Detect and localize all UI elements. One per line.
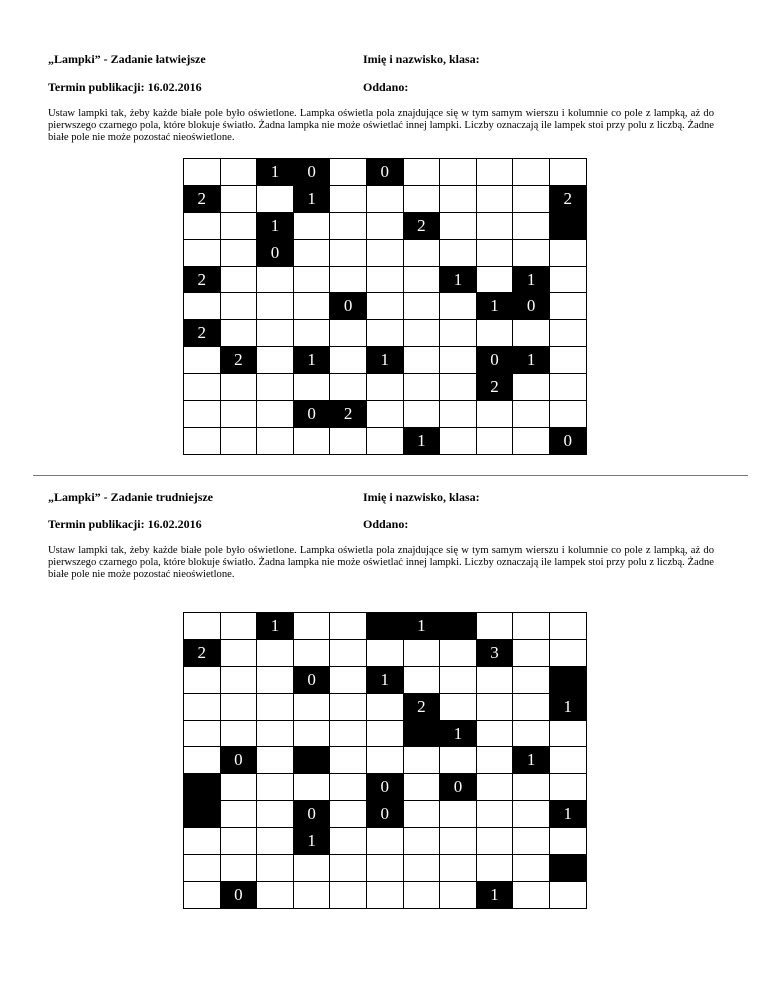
white-cell[interactable] — [367, 213, 404, 240]
white-cell[interactable] — [513, 774, 550, 801]
white-cell[interactable] — [221, 293, 258, 320]
white-cell[interactable] — [477, 747, 514, 774]
white-cell[interactable] — [367, 428, 404, 455]
white-cell[interactable] — [477, 401, 514, 428]
white-cell[interactable] — [367, 401, 404, 428]
white-cell[interactable] — [404, 320, 441, 347]
white-cell[interactable] — [513, 721, 550, 748]
white-cell[interactable] — [294, 240, 331, 267]
publication-date-label: Termin publikacji: 16.02.2016 — [48, 80, 202, 94]
white-cell[interactable] — [221, 694, 258, 721]
white-cell[interactable] — [404, 747, 441, 774]
white-cell[interactable] — [367, 293, 404, 320]
numbered-black-cell[interactable]: 1 — [550, 801, 587, 828]
white-cell[interactable] — [330, 240, 367, 267]
white-cell[interactable] — [184, 882, 221, 909]
white-cell[interactable] — [477, 320, 514, 347]
white-cell[interactable] — [184, 747, 221, 774]
white-cell[interactable] — [294, 320, 331, 347]
white-cell[interactable] — [221, 828, 258, 855]
white-cell[interactable] — [550, 774, 587, 801]
white-cell[interactable] — [330, 882, 367, 909]
white-cell[interactable] — [404, 882, 441, 909]
numbered-black-cell[interactable]: 1 — [477, 293, 514, 320]
white-cell[interactable] — [257, 747, 294, 774]
white-cell[interactable] — [550, 159, 587, 186]
numbered-black-cell[interactable]: 2 — [404, 694, 441, 721]
white-cell[interactable] — [330, 159, 367, 186]
white-cell[interactable] — [221, 801, 258, 828]
white-cell[interactable] — [330, 428, 367, 455]
white-cell[interactable] — [550, 240, 587, 267]
numbered-black-cell[interactable]: 0 — [294, 159, 331, 186]
white-cell[interactable] — [404, 347, 441, 374]
white-cell[interactable] — [404, 293, 441, 320]
numbered-black-cell[interactable]: 2 — [184, 320, 221, 347]
numbered-black-cell[interactable]: 2 — [184, 267, 221, 294]
white-cell[interactable] — [440, 374, 477, 401]
numbered-black-cell[interactable]: 0 — [513, 293, 550, 320]
white-cell[interactable] — [330, 640, 367, 667]
white-cell[interactable] — [330, 828, 367, 855]
white-cell[interactable] — [221, 240, 258, 267]
white-cell[interactable] — [440, 240, 477, 267]
numbered-black-cell[interactable]: 1 — [257, 213, 294, 240]
numbered-black-cell[interactable]: 0 — [294, 667, 331, 694]
white-cell[interactable] — [550, 882, 587, 909]
black-cell[interactable] — [550, 213, 587, 240]
black-cell[interactable] — [184, 774, 221, 801]
white-cell[interactable] — [330, 347, 367, 374]
white-cell[interactable] — [440, 186, 477, 213]
white-cell[interactable] — [404, 186, 441, 213]
numbered-black-cell[interactable]: 0 — [294, 801, 331, 828]
white-cell[interactable] — [404, 240, 441, 267]
white-cell[interactable] — [257, 721, 294, 748]
white-cell[interactable] — [367, 186, 404, 213]
white-cell[interactable] — [440, 640, 477, 667]
black-cell[interactable] — [404, 721, 441, 748]
white-cell[interactable] — [184, 828, 221, 855]
numbered-black-cell[interactable]: 1 — [294, 186, 331, 213]
white-cell[interactable] — [404, 667, 441, 694]
numbered-black-cell[interactable]: 2 — [404, 213, 441, 240]
white-cell[interactable] — [221, 428, 258, 455]
white-cell[interactable] — [257, 428, 294, 455]
white-cell[interactable] — [184, 293, 221, 320]
white-cell[interactable] — [367, 721, 404, 748]
white-cell[interactable] — [257, 347, 294, 374]
white-cell[interactable] — [513, 882, 550, 909]
puzzle-title: „Lampki” - Zadanie trudniejsze — [48, 490, 214, 504]
white-cell[interactable] — [294, 374, 331, 401]
numbered-black-cell[interactable]: 1 — [477, 882, 514, 909]
submitted-label: Oddano: — [363, 517, 409, 531]
white-cell[interactable] — [440, 347, 477, 374]
white-cell[interactable] — [513, 401, 550, 428]
white-cell[interactable] — [257, 694, 294, 721]
numbered-black-cell[interactable]: 1 — [257, 159, 294, 186]
white-cell[interactable] — [294, 882, 331, 909]
white-cell[interactable] — [404, 374, 441, 401]
white-cell[interactable] — [257, 828, 294, 855]
white-cell[interactable] — [367, 855, 404, 882]
white-cell[interactable] — [477, 828, 514, 855]
white-cell[interactable] — [404, 855, 441, 882]
white-cell[interactable] — [477, 721, 514, 748]
numbered-black-cell[interactable]: 1 — [550, 694, 587, 721]
white-cell[interactable] — [330, 267, 367, 294]
white-cell[interactable] — [184, 694, 221, 721]
white-cell[interactable] — [550, 293, 587, 320]
white-cell[interactable] — [294, 640, 331, 667]
white-cell[interactable] — [550, 747, 587, 774]
white-cell[interactable] — [221, 613, 258, 640]
white-cell[interactable] — [257, 401, 294, 428]
white-cell[interactable] — [294, 855, 331, 882]
numbered-black-cell[interactable]: 3 — [477, 640, 514, 667]
white-cell[interactable] — [477, 428, 514, 455]
publication-date-label: Termin publikacji: 16.02.2016 — [48, 517, 202, 531]
instructions: Ustaw lampki tak, żeby każde białe pole było oświetlone. Lampka oświetla pola znajdujące się w tym samym wierszu i kolumnie co pole z lampką, aż do pierwszego czarnego pola, które blokuje światło. Żadna lampka nie może oświetlać innej lampki. Liczby oznaczają ile lampek stoi przy polu z liczbą. Żadne białe pole nie może pozostać nieoświetlone. — [48, 545, 714, 580]
white-cell[interactable] — [477, 240, 514, 267]
numbered-black-cell[interactable]: 1 — [440, 267, 477, 294]
white-cell[interactable] — [513, 828, 550, 855]
white-cell[interactable] — [440, 828, 477, 855]
white-cell[interactable] — [330, 186, 367, 213]
white-cell[interactable] — [440, 320, 477, 347]
white-cell[interactable] — [477, 801, 514, 828]
white-cell[interactable] — [513, 428, 550, 455]
white-cell[interactable] — [550, 267, 587, 294]
white-cell[interactable] — [221, 186, 258, 213]
white-cell[interactable] — [513, 640, 550, 667]
white-cell[interactable] — [513, 159, 550, 186]
white-cell[interactable] — [440, 801, 477, 828]
white-cell[interactable] — [294, 774, 331, 801]
black-cell[interactable] — [440, 613, 477, 640]
numbered-black-cell[interactable]: 0 — [257, 240, 294, 267]
black-cell[interactable] — [294, 747, 331, 774]
white-cell[interactable] — [513, 613, 550, 640]
numbered-black-cell[interactable]: 2 — [330, 401, 367, 428]
numbered-black-cell[interactable]: 0 — [440, 774, 477, 801]
white-cell[interactable] — [221, 640, 258, 667]
white-cell[interactable] — [550, 640, 587, 667]
numbered-black-cell[interactable]: 1 — [513, 747, 550, 774]
white-cell[interactable] — [330, 774, 367, 801]
white-cell[interactable] — [404, 640, 441, 667]
white-cell[interactable] — [477, 613, 514, 640]
white-cell[interactable] — [184, 347, 221, 374]
numbered-black-cell[interactable]: 2 — [184, 640, 221, 667]
white-cell[interactable] — [257, 186, 294, 213]
white-cell[interactable] — [294, 293, 331, 320]
white-cell[interactable] — [257, 640, 294, 667]
numbered-black-cell[interactable]: 0 — [477, 347, 514, 374]
white-cell[interactable] — [367, 694, 404, 721]
white-cell[interactable] — [367, 640, 404, 667]
white-cell[interactable] — [330, 747, 367, 774]
white-cell[interactable] — [440, 882, 477, 909]
white-cell[interactable] — [513, 694, 550, 721]
white-cell[interactable] — [184, 401, 221, 428]
numbered-black-cell[interactable]: 0 — [367, 801, 404, 828]
white-cell[interactable] — [440, 667, 477, 694]
name-class-label: Imię i nazwisko, klasa: — [363, 52, 480, 66]
black-cell[interactable] — [184, 801, 221, 828]
white-cell[interactable] — [440, 855, 477, 882]
white-cell[interactable] — [257, 855, 294, 882]
black-cell[interactable] — [550, 855, 587, 882]
numbered-black-cell[interactable]: 1 — [367, 667, 404, 694]
white-cell[interactable] — [221, 401, 258, 428]
white-cell[interactable] — [184, 855, 221, 882]
numbered-black-cell[interactable]: 1 — [513, 347, 550, 374]
white-cell[interactable] — [184, 667, 221, 694]
white-cell[interactable] — [257, 667, 294, 694]
white-cell[interactable] — [440, 293, 477, 320]
submitted-label: Oddano: — [363, 80, 409, 94]
white-cell[interactable] — [330, 721, 367, 748]
numbered-black-cell[interactable]: 0 — [330, 293, 367, 320]
numbered-black-cell[interactable]: 2 — [184, 186, 221, 213]
black-cell[interactable] — [367, 613, 404, 640]
white-cell[interactable] — [221, 855, 258, 882]
white-cell[interactable] — [477, 855, 514, 882]
white-cell[interactable] — [294, 613, 331, 640]
white-cell[interactable] — [550, 721, 587, 748]
numbered-black-cell[interactable]: 1 — [513, 267, 550, 294]
white-cell[interactable] — [257, 267, 294, 294]
white-cell[interactable] — [477, 667, 514, 694]
white-cell[interactable] — [184, 613, 221, 640]
white-cell[interactable] — [330, 667, 367, 694]
white-cell[interactable] — [404, 401, 441, 428]
numbered-black-cell[interactable]: 1 — [440, 721, 477, 748]
white-cell[interactable] — [513, 213, 550, 240]
white-cell[interactable] — [257, 293, 294, 320]
white-cell[interactable] — [440, 401, 477, 428]
white-cell[interactable] — [367, 747, 404, 774]
white-cell[interactable] — [184, 159, 221, 186]
white-cell[interactable] — [257, 801, 294, 828]
white-cell[interactable] — [221, 159, 258, 186]
numbered-black-cell[interactable]: 0 — [221, 882, 258, 909]
white-cell[interactable] — [257, 374, 294, 401]
white-cell[interactable] — [294, 267, 331, 294]
white-cell[interactable] — [257, 882, 294, 909]
white-cell[interactable] — [257, 774, 294, 801]
white-cell[interactable] — [330, 320, 367, 347]
white-cell[interactable] — [404, 801, 441, 828]
white-cell[interactable] — [221, 374, 258, 401]
white-cell[interactable] — [367, 240, 404, 267]
white-cell[interactable] — [367, 320, 404, 347]
numbered-black-cell[interactable]: 0 — [294, 401, 331, 428]
white-cell[interactable] — [294, 213, 331, 240]
puzzle-title: „Lampki” - Zadanie łatwiejsze — [48, 52, 206, 66]
white-cell[interactable] — [330, 213, 367, 240]
white-cell[interactable] — [330, 801, 367, 828]
white-cell[interactable] — [440, 747, 477, 774]
white-cell[interactable] — [440, 428, 477, 455]
white-cell[interactable] — [404, 774, 441, 801]
white-cell[interactable] — [294, 428, 331, 455]
numbered-black-cell[interactable]: 0 — [550, 428, 587, 455]
white-cell[interactable] — [550, 401, 587, 428]
white-cell[interactable] — [367, 267, 404, 294]
white-cell[interactable] — [513, 667, 550, 694]
white-cell[interactable] — [513, 240, 550, 267]
white-cell[interactable] — [513, 855, 550, 882]
white-cell[interactable] — [330, 855, 367, 882]
white-cell[interactable] — [513, 186, 550, 213]
white-cell[interactable] — [184, 428, 221, 455]
white-cell[interactable] — [367, 374, 404, 401]
puzzle-grid — [183, 612, 587, 909]
numbered-black-cell[interactable]: 1 — [294, 828, 331, 855]
instructions: Ustaw lampki tak, żeby każde białe pole było oświetlone. Lampka oświetla pola znajdujące się w tym samym wierszu i kolumnie co pole z lampką, aż do pierwszego czarnego pola, które blokuje światło. Żadna lampka nie może oświetlać innej lampki. Liczby oznaczają ile lampek stoi przy polu z liczbą. Żadne białe pole nie może pozostać nieoświetlone. — [48, 108, 714, 143]
name-class-label: Imię i nazwisko, klasa: — [363, 490, 480, 504]
white-cell[interactable] — [477, 694, 514, 721]
white-cell[interactable] — [477, 774, 514, 801]
white-cell[interactable] — [550, 320, 587, 347]
white-cell[interactable] — [184, 213, 221, 240]
numbered-black-cell[interactable]: 2 — [477, 374, 514, 401]
puzzle-grid — [183, 158, 587, 455]
white-cell[interactable] — [330, 374, 367, 401]
white-cell[interactable] — [550, 828, 587, 855]
white-cell[interactable] — [294, 721, 331, 748]
white-cell[interactable] — [330, 613, 367, 640]
numbered-black-cell[interactable]: 2 — [221, 347, 258, 374]
white-cell[interactable] — [477, 213, 514, 240]
white-cell[interactable] — [330, 694, 367, 721]
black-cell[interactable] — [550, 667, 587, 694]
white-cell[interactable] — [184, 721, 221, 748]
white-cell[interactable] — [184, 240, 221, 267]
white-cell[interactable] — [477, 159, 514, 186]
white-cell[interactable] — [221, 774, 258, 801]
numbered-black-cell[interactable]: 0 — [367, 774, 404, 801]
white-cell[interactable] — [550, 374, 587, 401]
white-cell[interactable] — [221, 213, 258, 240]
white-cell[interactable] — [513, 801, 550, 828]
white-cell[interactable] — [294, 694, 331, 721]
white-cell[interactable] — [440, 213, 477, 240]
white-cell[interactable] — [477, 186, 514, 213]
numbered-black-cell[interactable]: 1 — [257, 613, 294, 640]
white-cell[interactable] — [221, 267, 258, 294]
numbered-black-cell[interactable]: 2 — [550, 186, 587, 213]
numbered-black-cell[interactable]: 1 — [404, 428, 441, 455]
numbered-black-cell[interactable]: 1 — [367, 347, 404, 374]
white-cell[interactable] — [477, 267, 514, 294]
white-cell[interactable] — [440, 159, 477, 186]
white-cell[interactable] — [221, 667, 258, 694]
numbered-black-cell[interactable]: 0 — [367, 159, 404, 186]
numbered-black-cell[interactable]: 1 — [404, 613, 441, 640]
numbered-black-cell[interactable]: 1 — [294, 347, 331, 374]
white-cell[interactable] — [513, 320, 550, 347]
white-cell[interactable] — [550, 347, 587, 374]
white-cell[interactable] — [257, 320, 294, 347]
white-cell[interactable] — [440, 694, 477, 721]
white-cell[interactable] — [367, 828, 404, 855]
white-cell[interactable] — [404, 828, 441, 855]
white-cell[interactable] — [184, 374, 221, 401]
white-cell[interactable] — [221, 721, 258, 748]
white-cell[interactable] — [513, 374, 550, 401]
numbered-black-cell[interactable]: 0 — [221, 747, 258, 774]
white-cell[interactable] — [221, 320, 258, 347]
white-cell[interactable] — [367, 882, 404, 909]
white-cell[interactable] — [404, 267, 441, 294]
white-cell[interactable] — [404, 159, 441, 186]
white-cell[interactable] — [550, 613, 587, 640]
section-divider — [33, 475, 748, 476]
